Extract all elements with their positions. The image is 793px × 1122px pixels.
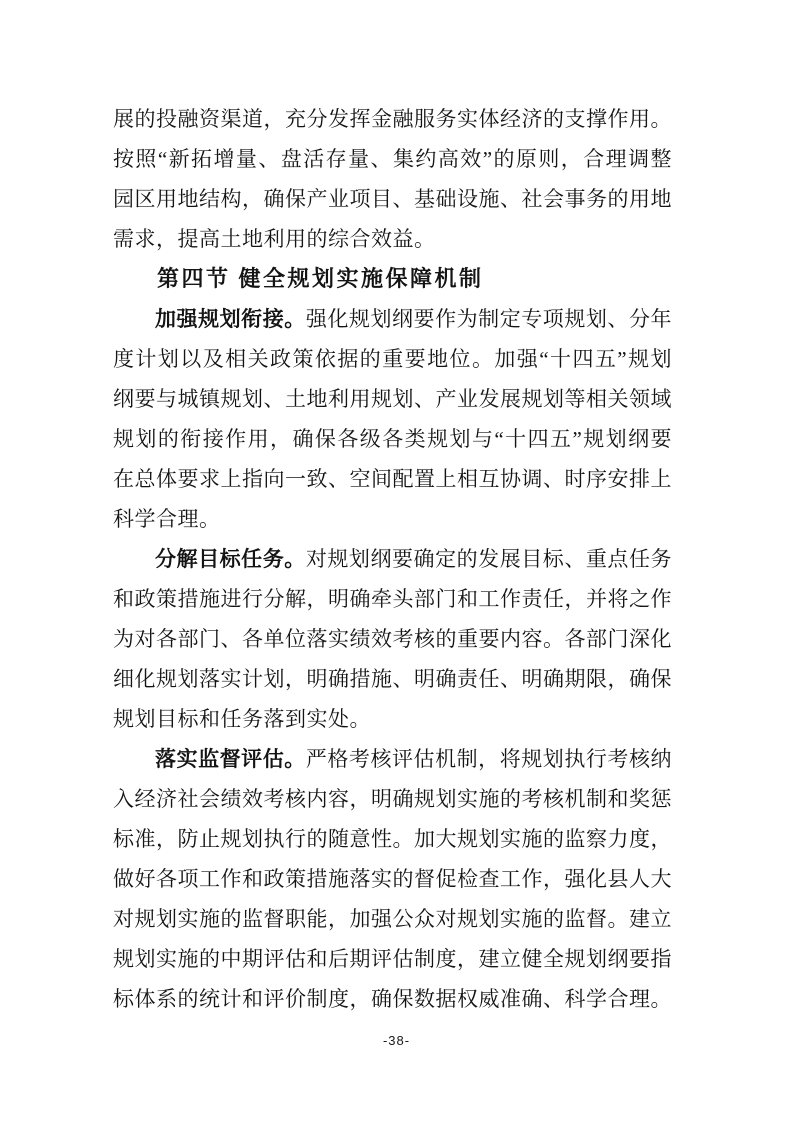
paragraph-lead: 落实监督评估。	[155, 747, 306, 771]
paragraph-text: 强化规划纲要作为制定专项规划、分年	[305, 307, 673, 331]
body-text-line: 需求，提高土地利用的综合效益。	[113, 227, 436, 251]
body-text-line: 规划实施的中期评估和后期评估制度，建立健全规划纲要指	[113, 947, 672, 971]
body-text-line: 细化规划落实计划，明确措施、明确责任、明确期限，确保	[113, 667, 672, 691]
paragraph-lead: 加强规划衔接。	[155, 307, 306, 331]
body-text-line: 对规划实施的监督职能，加强公众对规划实施的监督。建立	[113, 907, 672, 931]
body-text-line	[113, 539, 672, 579]
body-text-line: 和政策措施进行分解，明确牵头部门和工作责任，并将之作	[113, 587, 672, 611]
section-heading: 第四节 健全规划实施保障机制	[157, 266, 484, 291]
paragraph-text: 对规划纲要确定的发展目标、重点任务	[305, 547, 673, 571]
body-text-line: 纲要与城镇规划、土地利用规划、产业发展规划等相关领域	[113, 387, 672, 411]
document-body	[113, 99, 672, 1019]
body-text-line: 入经济社会绩效考核内容，明确规划实施的考核机制和奖惩	[113, 787, 672, 811]
body-text-line: 为对各部门、各单位落实绩效考核的重要内容。各部门深化	[113, 627, 672, 651]
page-footer	[0, 1032, 793, 1050]
paragraph-lead: 分解目标任务。	[155, 547, 306, 571]
body-text-line: 规划目标和任务落到实处。	[113, 707, 371, 731]
body-text-line: 做好各项工作和政策措施落实的督促检查工作，强化县人大	[113, 867, 672, 891]
body-text-line	[113, 299, 672, 339]
paragraph-text: 严格考核评估机制，将规划执行考核纳	[305, 747, 673, 771]
body-text-line: 标体系的统计和评价制度，确保数据权威准确、科学合理。	[113, 987, 672, 1011]
body-text-line: 度计划以及相关政策依据的重要地位。加强“十四五”规划	[113, 347, 672, 371]
body-text-line: 科学合理。	[113, 507, 221, 531]
body-text-line: 规划的衔接作用，确保各级各类规划与“十四五”规划纲要	[113, 427, 672, 451]
body-text-line: 在总体要求上指向一致、空间配置上相互协调、时序安排上	[113, 467, 672, 491]
body-text-line: 标准，防止规划执行的随意性。加大规划实施的监察力度，	[113, 827, 672, 851]
body-text-line: 园区用地结构，确保产业项目、基础设施、社会事务的用地	[113, 187, 672, 211]
body-text-line: 按照“新拓增量、盘活存量、集约高效”的原则，合理调整	[113, 147, 672, 171]
page-number: -38-	[382, 1033, 411, 1048]
body-text-line	[113, 739, 672, 779]
body-text-line: 展的投融资渠道，充分发挥金融服务实体经济的支撑作用。	[113, 107, 672, 131]
